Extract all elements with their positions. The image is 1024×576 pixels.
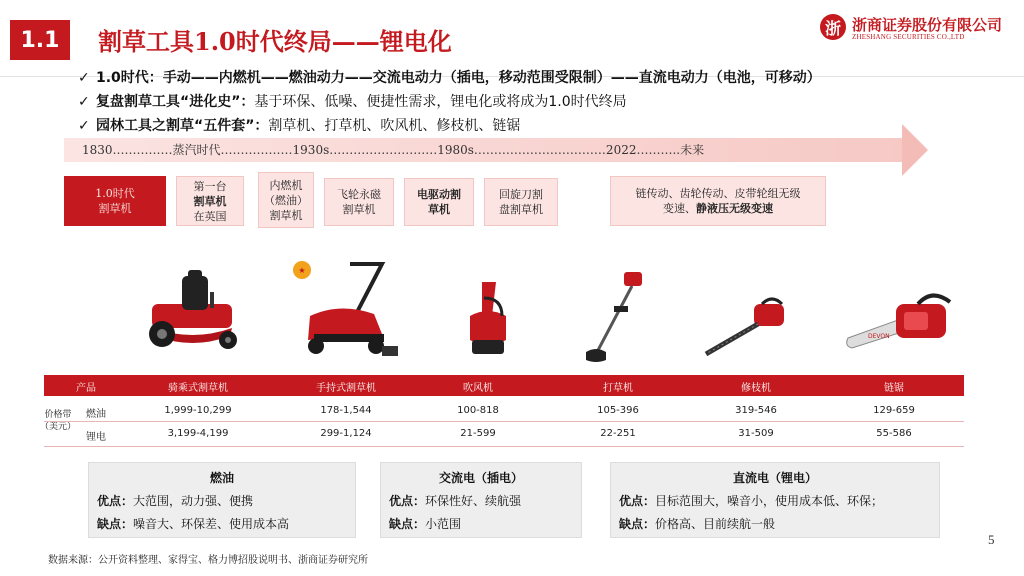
evo-text: 内燃机 [269,178,303,192]
cons-text: 小范围 [425,517,462,531]
evo-box [610,176,826,226]
svg-text:★: ★ [298,266,306,275]
table-header-cell: 修枝机 [741,383,771,394]
evo-text: 割草机 [342,203,376,216]
evo-text: 割草机 [98,202,132,215]
leaf-blower-icon [452,276,522,366]
check-icon: ✓ [78,118,90,134]
company-logo-icon: 浙 [820,14,846,40]
table-cell: 178-1,544 [320,405,372,416]
evo-box [64,176,166,226]
string-trimmer-icon [580,268,650,368]
evo-text: 在英国 [193,209,227,223]
price-band-text: 价格带 [44,410,72,420]
table-header-cell: 手持式割草机 [316,383,376,394]
comparison-cons [389,515,581,532]
evo-text: 割草机 [269,208,303,222]
cons-label: 缺点： [389,517,426,531]
cons-label: 缺点： [619,517,656,531]
table-cell: 31-509 [738,428,774,439]
chainsaw-icon [842,284,962,364]
hedge-trimmer-icon [698,294,798,364]
comparison-pros [97,492,355,509]
cons-text: 噪音大、环保差、使用成本高 [133,517,290,531]
comparison-box-fuel [88,462,356,538]
push-mower-icon [290,258,410,366]
comparison-pros [389,492,581,509]
evo-text: 割草机 [193,194,227,208]
pros-text: 目标范围大，噪音小，使用成本低、环保； [655,494,884,508]
evo-text: 草机 [428,203,450,216]
evo-text: 盘割草机 [499,203,543,216]
table-divider [44,421,964,422]
bullet-text: 割草机、打草机、吹风机、修枝机、链锯 [268,118,521,134]
table-cell: 129-659 [873,405,915,416]
table-header-cell: 打草机 [603,383,633,394]
svg-text:DEVON: DEVON [868,333,890,340]
table-cell: 100-818 [457,405,499,416]
evo-text: 回旋刀割 [499,188,543,201]
bullet-lead: 园林工具之割草“五件套”： [96,118,269,134]
cons-label: 缺点： [97,517,134,531]
table-cell: 319-546 [735,405,777,416]
evo-box [484,178,558,226]
evo-text: 飞轮永磁 [337,188,381,201]
section-number: 1.1 [10,20,70,60]
evo-box [258,172,314,228]
company-name-en: ZHESHANG SECURITIES CO.,LTD [852,33,965,41]
evo-text: 1.0时代 [95,187,135,200]
comparison-box-dc [610,462,940,538]
comparison-title: 燃油 [209,471,234,485]
evo-text: （燃油） [264,193,308,207]
riding-mower-icon [132,262,252,362]
table-cell: 55-586 [876,428,912,439]
row-label-lithium: 锂电 [86,432,106,443]
table-header-cell: 产品 [76,383,96,394]
table-cell: 22-251 [600,428,636,439]
bullet-lead: 1.0时代： [96,70,163,86]
evo-box [176,176,244,226]
timeline-arrow-head [902,124,928,176]
comparison-title: 交流电（插电） [438,471,523,485]
bullet-lead: 复盘割草工具“进化史”： [96,94,255,110]
table-cell: 299-1,124 [320,428,372,439]
bullet-item [78,67,821,87]
page-title: 割草工具1.0时代终局——锂电化 [98,27,452,56]
evo-text: 链传动、齿轮传动、皮带轮组无级 [635,187,801,200]
evo-text: 电驱动割 [417,188,461,201]
evo-text: 变速、 [663,202,696,215]
check-icon: ✓ [78,70,90,86]
pros-label: 优点： [389,494,426,508]
pros-label: 优点： [97,494,134,508]
comparison-title: 直流电（锂电） [732,471,817,485]
comparison-box-ac [380,462,582,538]
pros-text: 大范围，动力强、便携 [133,494,254,508]
price-band-unit: （美元） [40,422,77,432]
comparison-cons [619,515,939,532]
check-icon: ✓ [78,94,90,110]
timeline-text: 1830……………蒸汽时代………………1930s………………………1980s……………………………2022………..未来 [82,143,705,157]
bullet-item [78,91,627,111]
comparison-cons [97,515,355,532]
table-cell: 3,199-4,199 [167,428,229,439]
evo-box [324,178,394,226]
bullet-text: 基于环保、低噪、便捷性需求，锂电化或将成为1.0时代终局 [254,94,627,110]
bullet-text: 手动——内燃机——燃油动力——交流电动力（插电，移动范围受限制）——直流电动力（电池，可移动） [162,70,821,86]
table-cell: 105-396 [597,405,639,416]
evo-text: 第一台 [193,179,227,193]
pros-label: 优点： [619,494,656,508]
data-source: 数据来源：公开资料整理、家得宝、格力博招股说明书、浙商证券研究所 [48,555,368,566]
table-cell: 21-599 [460,428,496,439]
table-header-cell: 骑乘式割草机 [168,383,228,394]
company-name-cn: 浙商证券股份有限公司 [852,16,1003,34]
bullet-item [78,115,520,135]
table-cell: 1,999-10,299 [164,405,232,416]
page-number: 5 [988,532,995,547]
row-label-fuel: 燃油 [86,409,106,420]
evo-box [404,178,474,226]
table-header-cell: 吹风机 [463,383,493,394]
pros-text: 环保性好、续航强 [425,494,522,508]
cons-text: 价格高、目前续航一般 [655,517,776,531]
table-divider [44,446,964,447]
table-header-cell: 链锯 [884,383,904,394]
evo-text: 静液压无级变速 [696,202,773,215]
comparison-pros [619,492,939,509]
